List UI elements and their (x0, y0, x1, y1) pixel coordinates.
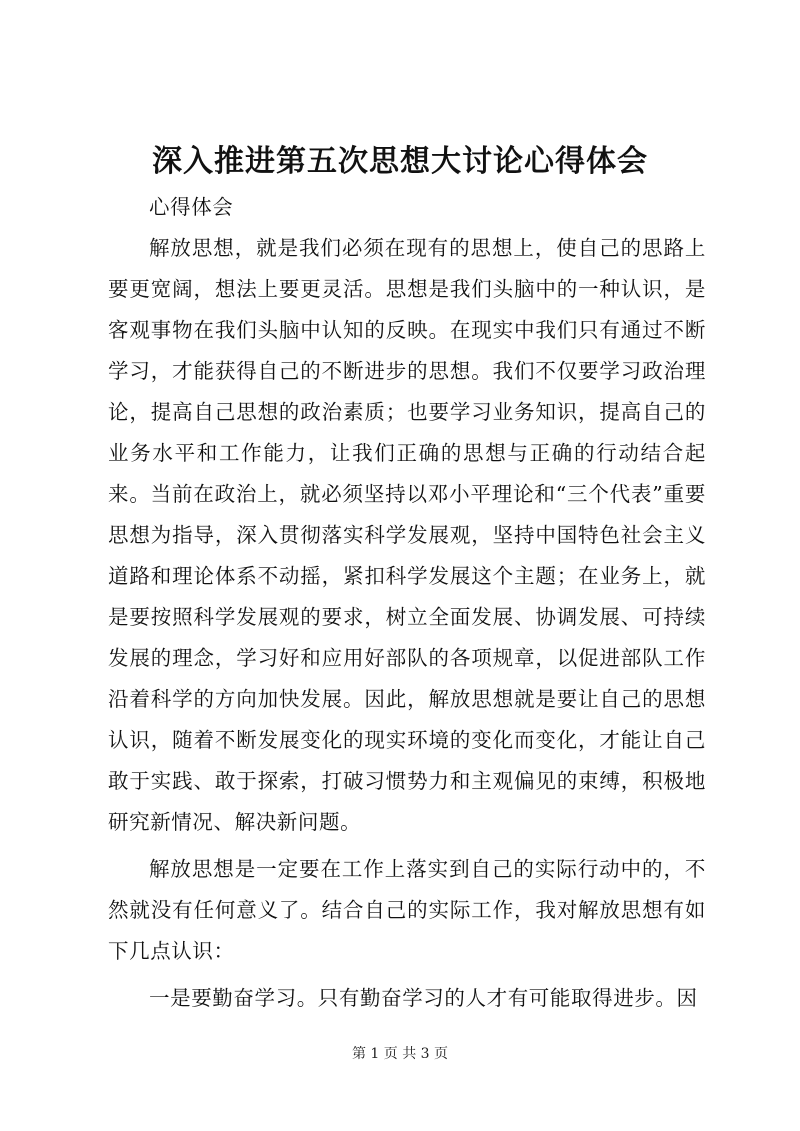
paragraph-1: 解放思想，就是我们必须在现有的思想上，使自己的思路上要更宽阔，想法上要更灵活。思想是我们头脑中的一种认识，是客观事物在我们头脑中认知的反映。在现实中我们只有通过不断学习，才能获得自己的不断进步的思想。我们不仅要学习政治理论，提高自己思想的政治素质；也要学习业务知识，提高自己的业务水平和工作能力，让我们正确的思想与正确的行动结合起来。当前在政治上，就必须坚持以邓小平理论和“三个代表”重要思想为指导，深入贯彻落实科学发展观，坚持中国特色社会主义道路和理论体系不动摇，紧扣科学发展这个主题；在业务上，就是要按照科学发展观的要求，树立全面发展、协调发展、可持续发展的理念，学习好和应用好部队的各项规章，以促进部队工作沿着科学的方向加快发展。因此，解放思想就是要让自己的思想认识，随着不断发展变化的现实环境的变化而变化，才能让自己敢于实践、敢于探索，打破习惯势力和主观偏见的束缚，积极地研究新情况、解决新问题。 (108, 236, 706, 834)
paragraph-2: 解放思想是一定要在工作上落实到自己的实际行动中的，不然就没有任何意义了。结合自己的实际工作，我对解放思想有如下几点认识： (108, 857, 706, 963)
paragraph-3: 一是要勤奋学习。只有勤奋学习的人才有可能取得进步。因 (149, 986, 698, 1010)
document-body (108, 187, 706, 1019)
section-heading: 心得体会 (149, 195, 234, 219)
page-footer: 第 1 页 共 3 页 (351, 1046, 449, 1062)
document-title: 深入推进第五次思想大讨论心得体会 (152, 144, 648, 179)
